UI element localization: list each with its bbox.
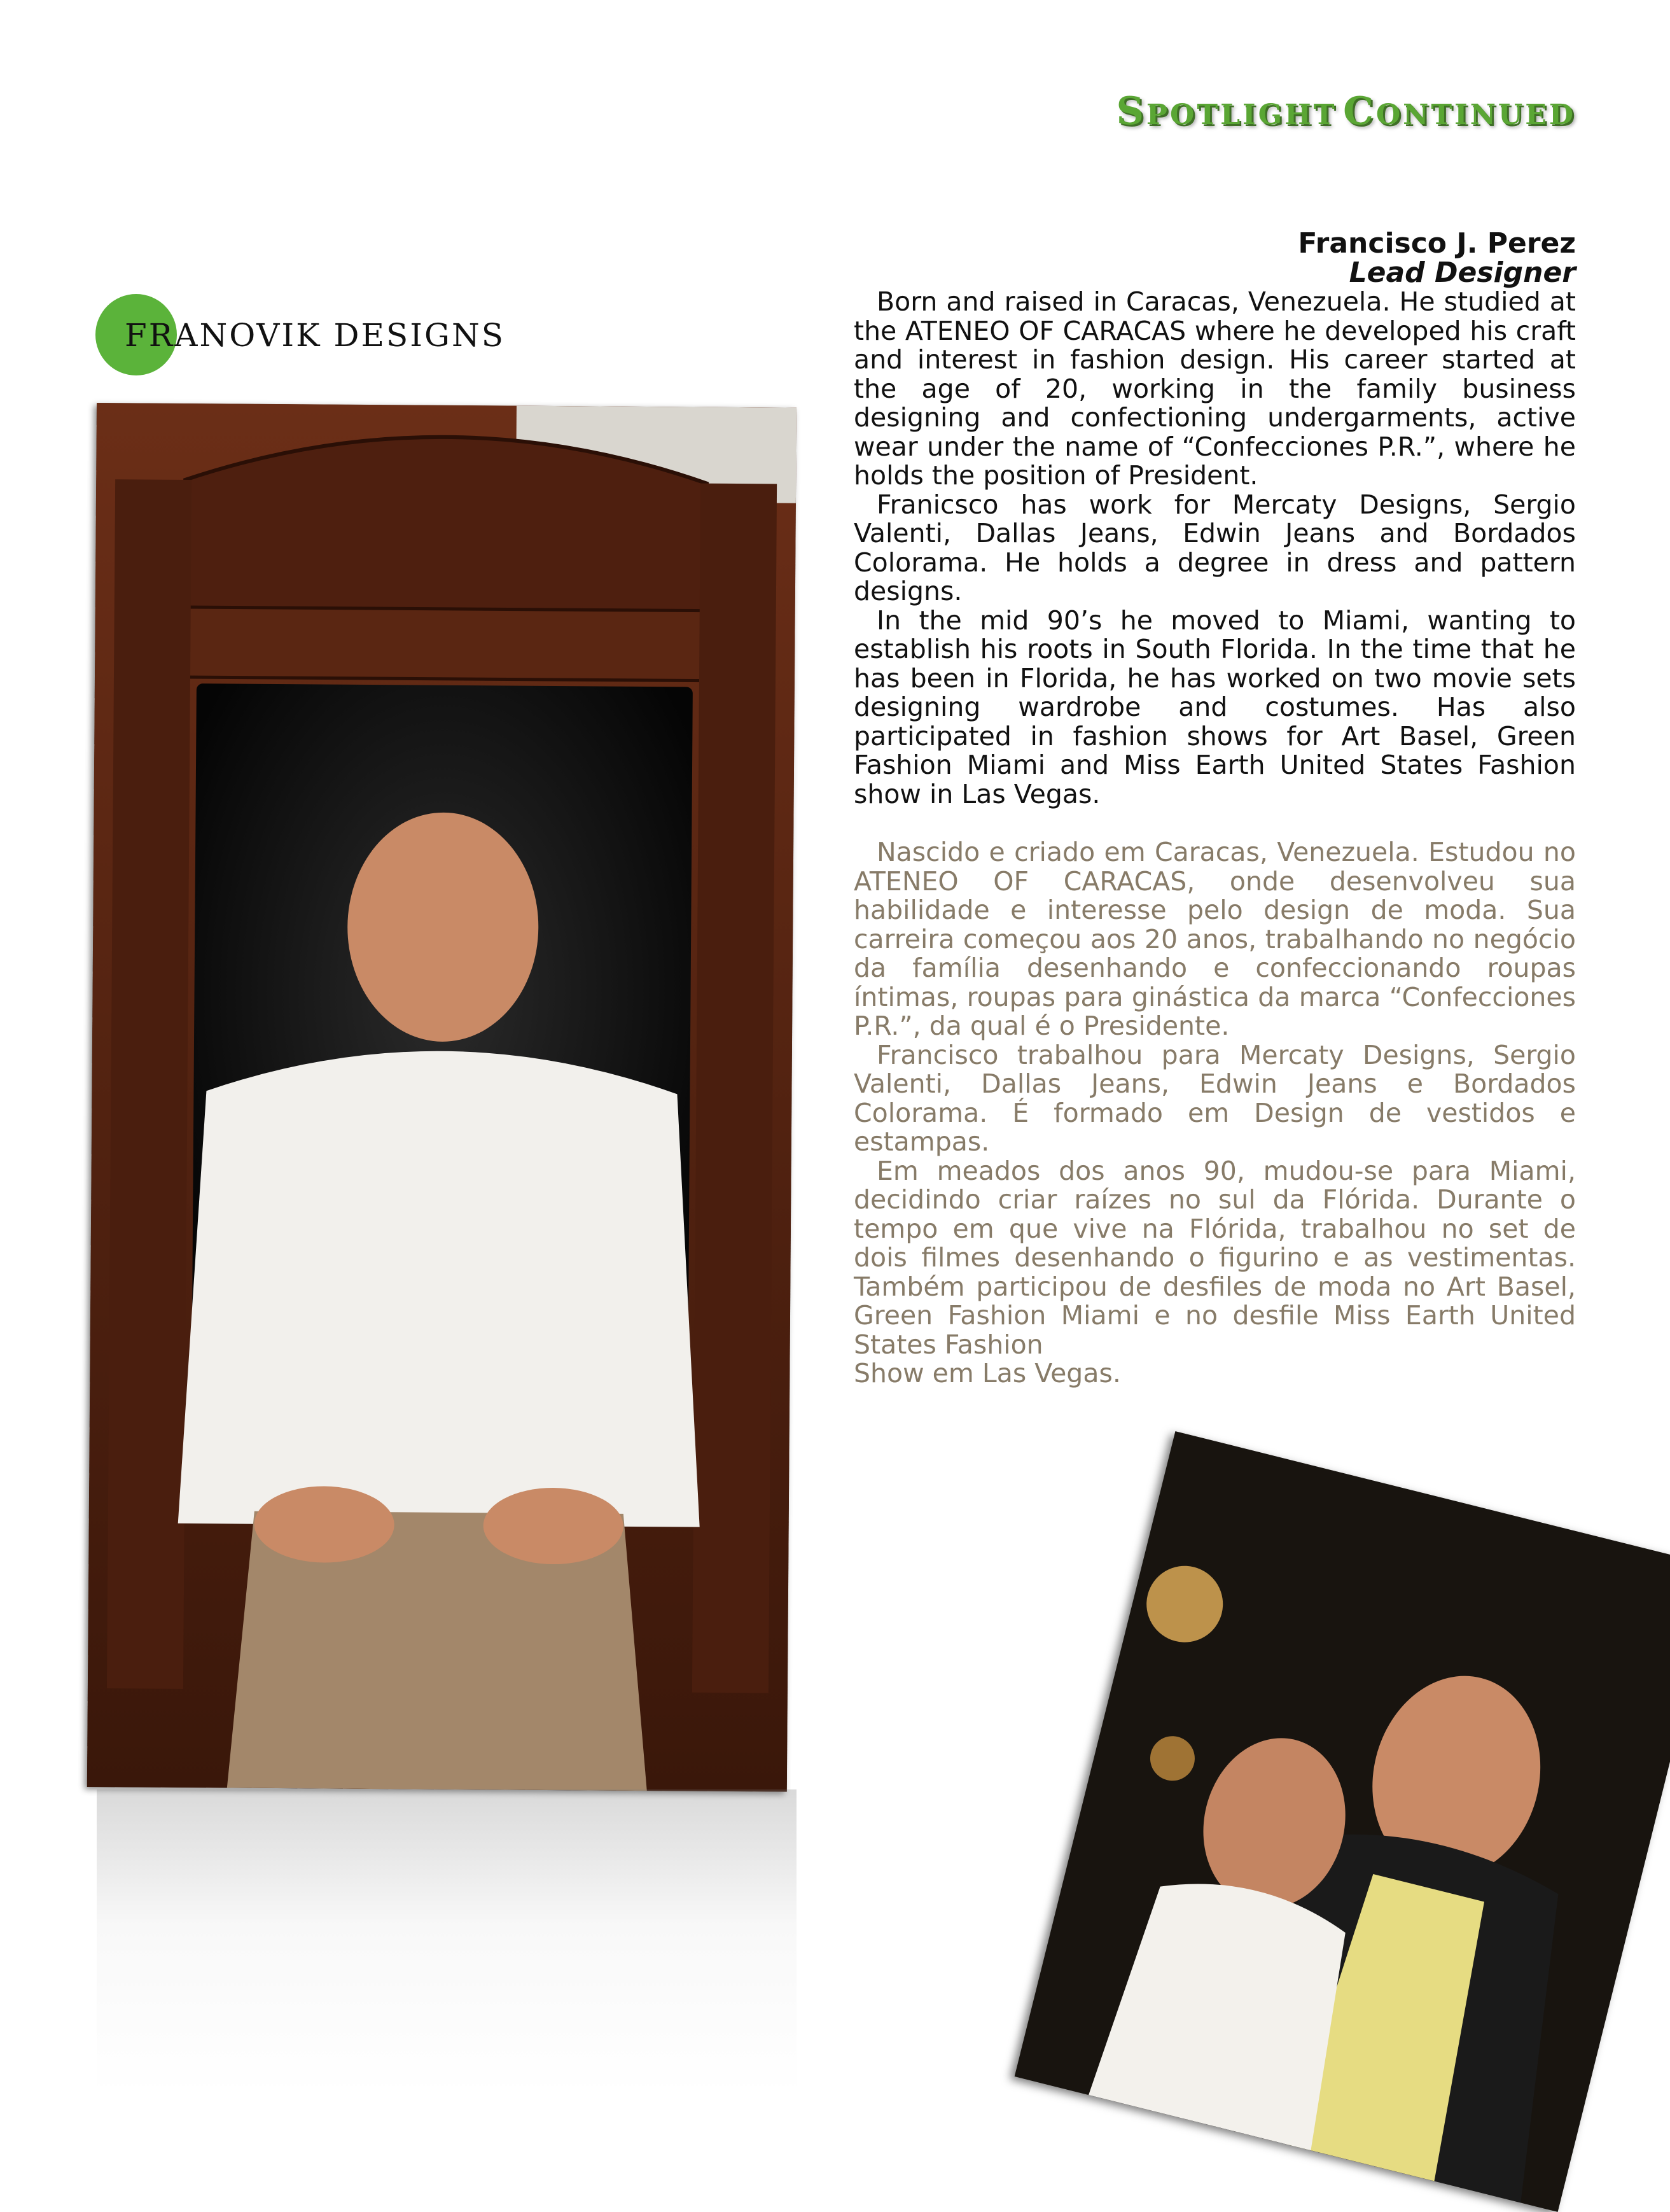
- portuguese-paragraph-2: Francisco trabalhou para Mercaty Designs, Sergio Valenti, Dallas Jeans, Edwin Jeans e Bordados Colorama. É formado em Design de vestidos e estampas.: [854, 1039, 1576, 1157]
- header-word-2-initial: C: [1343, 89, 1376, 134]
- event-photo-illustration: [1015, 1431, 1670, 2212]
- designer-role: Lead Designer: [1349, 256, 1576, 289]
- page-header: [1117, 89, 1576, 134]
- portrait-reflection: [97, 1789, 797, 2095]
- article-column: [854, 229, 1576, 1389]
- english-paragraph-1: Born and raised in Caracas, Venezuela. He studied at the ATENEO OF CARACAS where he developed his craft and interest in fashion design. His career started at the age of 20, working in the family business designing and confectioning undergarments, active wear under the name of “Confecciones P.R.”, where he holds the position of President.: [854, 286, 1576, 491]
- brand-logo: [95, 294, 541, 377]
- language-divider: [854, 809, 1576, 838]
- header-word-2-rest: ONTINUED: [1375, 99, 1576, 131]
- designer-name: Francisco J. Perez: [1298, 227, 1576, 260]
- header-word-1-rest: POTLIGHT: [1146, 99, 1337, 131]
- portuguese-paragraph-4: Show em Las Vegas.: [854, 1358, 1121, 1389]
- logo-text: FRANOVIK DESIGNS: [125, 317, 505, 354]
- portrait-illustration: [87, 403, 797, 1792]
- event-photo: [1015, 1431, 1670, 2212]
- portrait-photo: [87, 403, 797, 1792]
- english-paragraph-3: In the mid 90’s he moved to Miami, wanting to establish his roots in South Florida. In the time that he has been in Florida, he has worked on two movie sets designing wardrobe and costumes. Has also participated in fashion shows for Art Basel, Green Fashion Miami and Miss Earth United States Fashion show in Las Vegas.: [854, 605, 1576, 809]
- english-paragraph-2: Franicsco has work for Mercaty Designs, Sergio Valenti, Dallas Jeans, Edwin Jeans and Bordados Colorama. He holds a degree in dress and pattern designs.: [854, 489, 1576, 606]
- portuguese-paragraph-1: Nascido e criado em Caracas, Venezuela. Estudou no ATENEO OF CARACAS, onde desenvolveu sua habilidade e interesse pelo design de moda. Sua carreira começou aos 20 anos, trabalhando no negócio da família desenhando e confeccionando roupas íntimas, roupas para ginástica da marca “Confecciones P.R.”, da qual é o Presidente.: [854, 837, 1576, 1041]
- header-word-1-initial: S: [1116, 89, 1146, 134]
- portuguese-paragraph-3: Em meados dos anos 90, mudou-se para Miami, decidindo criar raízes no sul da Flórida. Durante o tempo em que vive na Flórida, trabalhou no set de dois filmes desenhando o figurino e as vestimentas. Também participou de desfiles de moda no Art Basel, Green Fashion Miami e no desfile Miss Earth United States Fashion: [854, 1155, 1576, 1360]
